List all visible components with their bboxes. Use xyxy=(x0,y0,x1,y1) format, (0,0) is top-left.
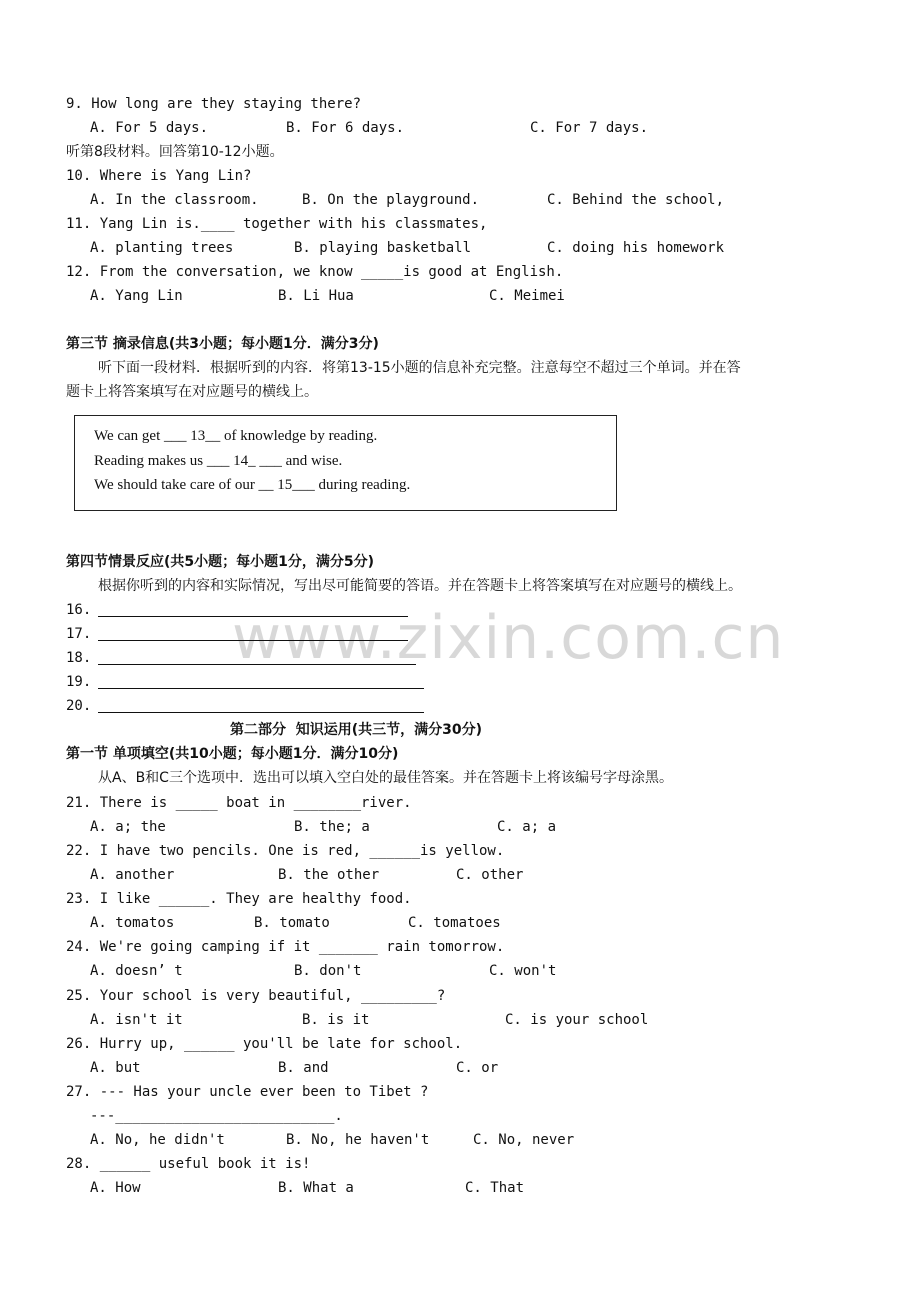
answer-line-19[interactable] xyxy=(98,688,424,689)
material-8-instruction: 听第8段材料。回答第10-12小题。 xyxy=(66,144,284,160)
question-12-stem: 12. From the conversation, we know _____is good at English. xyxy=(66,264,564,280)
question-9-option-c: C. For 7 days. xyxy=(530,120,649,136)
question-21-option-c: C. a; a xyxy=(497,819,557,835)
section-4-instruction: 根据你听到的内容和实际情况，写出尽可能简要的答语。并在答题卡上将答案填写在对应题号的横线上。 xyxy=(98,578,742,594)
question-28-option-b: B. What a xyxy=(278,1180,354,1196)
question-25-stem: 25. Your school is very beautiful, _________? xyxy=(66,988,446,1004)
question-21-option-a: A. a; the xyxy=(90,819,166,835)
question-27-reply-blank: ---__________________________. xyxy=(90,1108,343,1124)
question-23-option-a: A. tomatos xyxy=(90,915,175,931)
answer-line-16[interactable] xyxy=(98,616,408,617)
question-12-option-c: C. Meimei xyxy=(489,288,565,304)
question-26-option-b: B. and xyxy=(278,1060,329,1076)
question-23-option-b: B. tomato xyxy=(254,915,330,931)
question-9-option-b: B. For 6 days. xyxy=(286,120,405,136)
answer-line-18[interactable] xyxy=(98,664,416,665)
question-27-option-c: C. No, never xyxy=(473,1132,575,1148)
part-2-section-1-title: 第一节 单项填空(共10小题；每小题1分．满分10分) xyxy=(66,746,399,762)
section-4-title: 第四节情景反应(共5小题；每小题1分，满分5分) xyxy=(66,554,375,570)
question-27-stem: 27. --- Has your uncle ever been to Tibet ? xyxy=(66,1084,429,1100)
question-28-stem: 28. ______ useful book it is! xyxy=(66,1156,311,1172)
question-24-stem: 24. We're going camping if it _______ rain tomorrow. xyxy=(66,939,505,955)
question-21-option-b: B. the; a xyxy=(294,819,370,835)
answer-number-18: 18. xyxy=(66,650,92,666)
question-11-option-b: B. playing basketball xyxy=(294,240,472,256)
question-10-option-a: A. In the classroom. xyxy=(90,192,259,208)
answer-number-16: 16. xyxy=(66,602,92,618)
part-2-title: 第二部分 知识运用(共三节，满分30分) xyxy=(230,722,483,738)
question-10-option-b: B. On the playground. xyxy=(302,192,480,208)
question-28-option-c: C. That xyxy=(465,1180,525,1196)
question-22-option-a: A. another xyxy=(90,867,175,883)
question-26-stem: 26. Hurry up, ______ you'll be late for school. xyxy=(66,1036,463,1052)
info-line-15: We should take care of our __ 15___ during reading. xyxy=(94,477,411,493)
question-12-option-b: B. Li Hua xyxy=(278,288,354,304)
question-25-option-a: A. isn't it xyxy=(90,1012,183,1028)
question-11-option-a: A. planting trees xyxy=(90,240,234,256)
answer-number-20: 20. xyxy=(66,698,92,714)
question-10-option-c: C. Behind the school, xyxy=(547,192,725,208)
answer-line-20[interactable] xyxy=(98,712,424,713)
section-3-instruction-line-2: 题卡上将答案填写在对应题号的横线上。 xyxy=(66,384,318,400)
answer-number-17: 17. xyxy=(66,626,92,642)
question-23-option-c: C. tomatoes xyxy=(408,915,501,931)
info-line-13: We can get ___ 13__ of knowledge by reading. xyxy=(94,428,378,444)
info-line-14: Reading makes us ___ 14_ ___ and wise. xyxy=(94,453,343,469)
question-23-stem: 23. I like ______. They are healthy food. xyxy=(66,891,412,907)
section-3-title: 第三节 摘录信息(共3小题；每小题1分．满分3分) xyxy=(66,336,379,352)
answer-number-19: 19. xyxy=(66,674,92,690)
question-9-stem: 9. How long are they staying there? xyxy=(66,96,362,112)
question-28-option-a: A. How xyxy=(90,1180,141,1196)
question-27-option-a: A. No, he didn't xyxy=(90,1132,225,1148)
section-3-instruction-line-1: 听下面一段材料．根据听到的内容．将第13-15小题的信息补充完整。注意每空不超过三个单词。并在答 xyxy=(98,360,741,376)
question-10-stem: 10. Where is Yang Lin? xyxy=(66,168,252,184)
question-12-option-a: A. Yang Lin xyxy=(90,288,183,304)
answer-line-17[interactable] xyxy=(98,640,408,641)
question-26-option-a: A. but xyxy=(90,1060,141,1076)
question-27-option-b: B. No, he haven't xyxy=(286,1132,430,1148)
question-22-option-c: C. other xyxy=(456,867,524,883)
question-21-stem: 21. There is _____ boat in ________river. xyxy=(66,795,412,811)
question-25-option-b: B. is it xyxy=(302,1012,370,1028)
question-11-option-c: C. doing his homework xyxy=(547,240,725,256)
question-26-option-c: C. or xyxy=(456,1060,499,1076)
question-24-option-b: B. don't xyxy=(294,963,362,979)
question-22-stem: 22. I have two pencils. One is red, ______is yellow. xyxy=(66,843,505,859)
part-2-instruction: 从A、B和C三个选项中．选出可以填入空白处的最佳答案。并在答题卡上将该编号字母涂黑。 xyxy=(98,770,673,786)
question-9-option-a: A. For 5 days. xyxy=(90,120,209,136)
question-11-stem: 11. Yang Lin is.____ together with his classmates, xyxy=(66,216,488,232)
question-24-option-a: A. doesn’ t xyxy=(90,963,183,979)
question-24-option-c: C. won't xyxy=(489,963,557,979)
watermark: www.zixin.com.cn xyxy=(232,603,785,673)
question-25-option-c: C. is your school xyxy=(505,1012,649,1028)
question-22-option-b: B. the other xyxy=(278,867,380,883)
